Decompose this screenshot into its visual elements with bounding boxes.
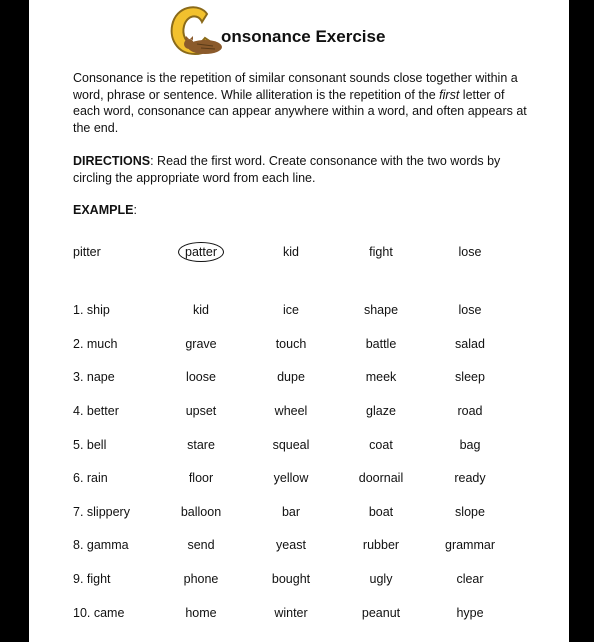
choice-word[interactable]: coat bbox=[369, 438, 393, 452]
choice-word[interactable]: touch bbox=[275, 337, 307, 351]
choice-word[interactable]: home bbox=[185, 606, 217, 620]
prompt-word: 5. bell bbox=[73, 438, 107, 452]
example-label-text: EXAMPLE bbox=[73, 203, 134, 217]
directions-text: : Read the first word. Create consonance with the two words by circling the appropriate word from each line. bbox=[73, 154, 501, 185]
prompt-word: 3. nape bbox=[73, 370, 115, 384]
choice-word[interactable]: grammar bbox=[444, 538, 496, 552]
prompt-word: 7. slippery bbox=[73, 505, 130, 519]
choice-word[interactable]: squeal bbox=[272, 438, 310, 452]
choice-word[interactable]: sleep bbox=[455, 370, 485, 384]
prompt-word: 8. gamma bbox=[73, 538, 129, 552]
intro-text-1: Consonance is the repetition of similar consonant sounds close together within a word, phrase or sentence. While alliteration is the repetition of the bbox=[73, 71, 518, 102]
choice-word[interactable]: ready bbox=[454, 471, 486, 485]
choice-word[interactable]: winter bbox=[274, 606, 308, 620]
choice-word[interactable]: kid bbox=[193, 303, 209, 317]
choice-word[interactable]: bag bbox=[459, 438, 481, 452]
choice-word[interactable]: slope bbox=[455, 505, 485, 519]
directions-label: DIRECTIONS bbox=[73, 154, 151, 168]
prompt-word: 6. rain bbox=[73, 471, 108, 485]
choice-word[interactable]: peanut bbox=[361, 606, 401, 620]
choice-word[interactable]: ice bbox=[283, 303, 299, 317]
prompt-word: 1. ship bbox=[73, 303, 110, 317]
prompt-word: 2. much bbox=[73, 337, 118, 351]
choice-word[interactable]: rubber bbox=[362, 538, 400, 552]
choice-word[interactable]: battle bbox=[365, 337, 397, 351]
choice-word[interactable]: shape bbox=[363, 303, 399, 317]
example-word: kid bbox=[283, 245, 299, 259]
choice-word[interactable]: balloon bbox=[180, 505, 222, 519]
prompt-word: 10. came bbox=[73, 606, 125, 620]
letter-c-cat-icon bbox=[165, 0, 225, 58]
page-title: onsonance Exercise bbox=[221, 27, 386, 46]
choice-word[interactable]: upset bbox=[185, 404, 217, 418]
example-word: fight bbox=[369, 245, 393, 259]
example-label bbox=[73, 203, 137, 217]
choice-word[interactable]: stare bbox=[187, 438, 215, 452]
choice-word[interactable]: clear bbox=[456, 572, 484, 586]
intro-paragraph bbox=[73, 70, 533, 136]
choice-word[interactable]: floor bbox=[188, 471, 214, 485]
choice-word[interactable]: meek bbox=[365, 370, 397, 384]
choice-word[interactable]: hype bbox=[456, 606, 484, 620]
choice-word[interactable]: lose bbox=[458, 303, 482, 317]
choice-word[interactable]: glaze bbox=[366, 404, 396, 418]
example-circled-word: patter bbox=[178, 242, 224, 262]
choice-word[interactable]: dupe bbox=[277, 370, 305, 384]
prompt-word: 4. better bbox=[73, 404, 119, 418]
choice-word[interactable]: yellow bbox=[273, 471, 309, 485]
choice-word[interactable]: bar bbox=[281, 505, 301, 519]
directions-paragraph bbox=[73, 153, 533, 186]
choice-word[interactable]: send bbox=[187, 538, 215, 552]
example-word: lose bbox=[458, 245, 482, 259]
choice-word[interactable]: loose bbox=[186, 370, 216, 384]
prompt-word: 9. fight bbox=[73, 572, 111, 586]
example-word: pitter bbox=[73, 245, 101, 259]
choice-word[interactable]: phone bbox=[183, 572, 219, 586]
choice-word[interactable]: doornail bbox=[358, 471, 404, 485]
intro-text-2: letter of each word, consonance can appear anywhere within a word, and often appears at the end. bbox=[73, 87, 527, 135]
choice-word[interactable]: yeast bbox=[276, 538, 306, 552]
choice-word[interactable]: ugly bbox=[369, 572, 393, 586]
choice-word[interactable]: road bbox=[457, 404, 483, 418]
choice-word[interactable]: grave bbox=[185, 337, 217, 351]
example-label-colon: : bbox=[133, 203, 137, 217]
choice-word[interactable]: salad bbox=[455, 337, 485, 351]
intro-emphasis: first bbox=[439, 87, 460, 102]
choice-word[interactable]: boat bbox=[368, 505, 394, 519]
choice-word[interactable]: bought bbox=[271, 572, 311, 586]
choice-word[interactable]: wheel bbox=[274, 404, 308, 418]
